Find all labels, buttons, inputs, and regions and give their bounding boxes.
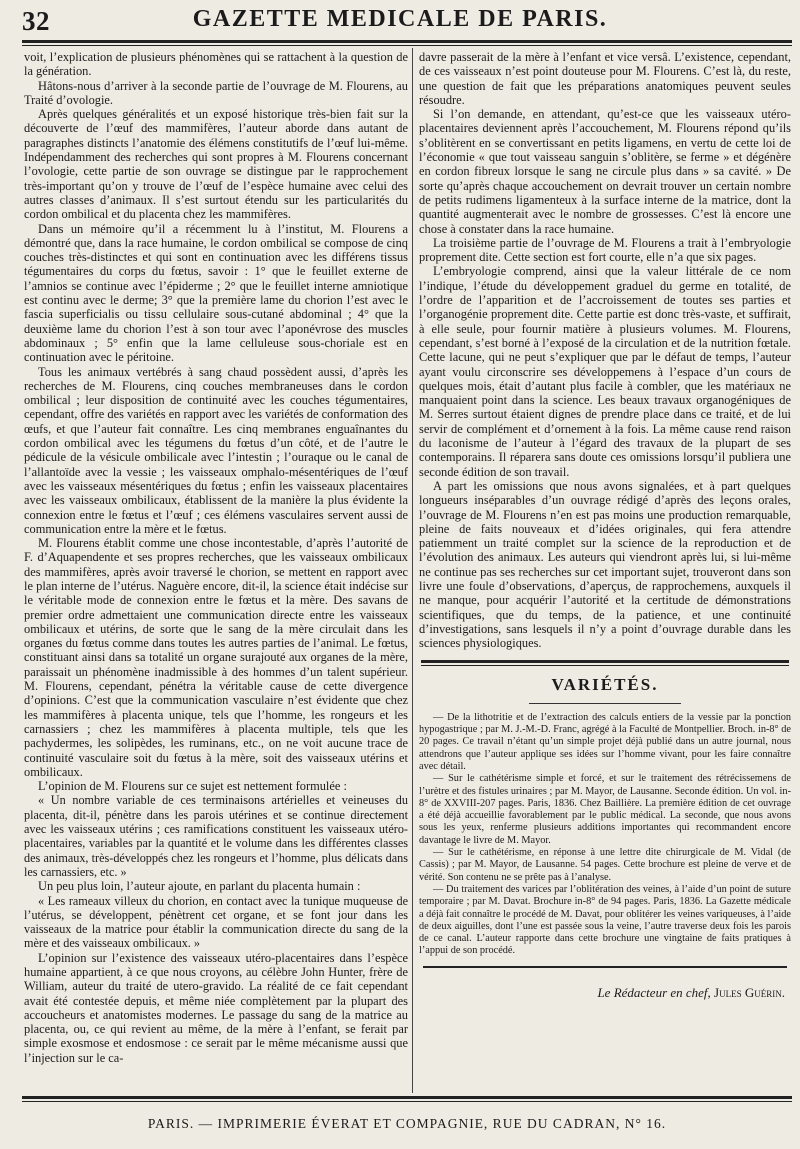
editor-signature — [419, 986, 785, 1000]
paragraph: L’opinion sur l’existence des vaisseaux utéro-placentaires dans l’espèce humaine appartient, à ce que nous croyons, au célèbre John Hunter, frère de William, auteur du traité de utero-gravido. La réalité de ce fait cependant avait été contestée depuis, et même niée complètement par la plupart des accoucheurs et anatomistes modernes. Le passage du sang de la matrice au placenta, ou, ce qui revient au même, de la mère à l’enfant, se ferait par simple exosmose et endosmose : ce serait par le même mécanisme aussi que l’injection sur le ca- — [24, 950, 408, 1065]
column-divider — [412, 48, 413, 1093]
left-column — [24, 50, 408, 1090]
heading-underline — [529, 703, 681, 704]
gazette-title: GAZETTE MEDICALE DE PARIS. — [192, 6, 608, 32]
varietes-heading: VARIÉTÉS. — [551, 675, 659, 695]
paragraph: Après quelques généralités et un exposé historique très-bien fait sur la découverte de l’œuf des mammifères, l’auteur aborde dans autant de paragraphes distincts l’anatomie des élémens constitutifs de l’œuf lui-même. Indépendamment des recherches qui sont propres à M. Flourens concernant l’ovologie, cette partie de son ouvrage se distingue par le rapprochement très-important qu’on y trouve de l’œuf de l’espèce humaine avec celui des autres classes d’animaux. Il s’est surtout étendu sur les particularités du cordon ombilical et du placenta chez les mammifères. — [24, 107, 408, 222]
paragraph: M. Flourens établit comme une chose incontestable, d’après l’autorité de F. d’Aquapendente et ses propres recherches, que les vaisseaux ombilicaux des mammifères, après avoir traversé le chorion, se mettent en rapport avec le plan interne de l’utérus. Naguère encore, dit-il, la science était indécise sur le véritable mode de connexion entre le fœtus et la mère. Des savans de premier ordre admettaient une communication directe entre les vaisseaux ombilicaux et utérins, de sorte que le sang de la mère circulait dans les organes du fœtus comme dans toutes les autres parties de l’animal. Le fœtus, constituant ainsi dans sa totalité un organe surajouté aux organes de la mère, paraissait un phénomène inadmissible à des hommes d’un talent supérieur. M. Flourens, cependant, pénétra la véritable cause de cette divergence d’opinions. C’est que la communication vasculaire n’est évidente que chez les mammifères à placenta unique, tels que l’homme, les rongeurs et les carnassiers ; chez les mammifères à placenta multiple, tels que les pachydermes, les solipèdes, les ruminans, etc., on ne voit aucune trace de continuité vasculaire soit du fœtus à la mère, soit des vaisseaux utérins et ombilicaux. — [24, 536, 408, 779]
closing-rule — [423, 966, 787, 968]
review-item: — Du traitement des varices par l’oblitération des veines, à l’aide d’un point de suture temporaire ; par M. Davat. Brochure in-8° de 94 pages. Paris, 1836. La Gazette médicale a déjà fait connaître le procédé de M. Davat, pour oblitérer les veines variqueuses, à l’aide de deux aiguilles, dont l’une est passée sous la veine, l’autre traverse deux fois les parois de ce canal. L’auteur rapporte dans cette brochure une vingtaine de faits pratiques à l’appui de son procédé. — [419, 883, 791, 957]
right-column — [419, 50, 791, 1090]
review-item: — Sur le cathétérisme, en réponse à une lettre dite chirurgicale de M. Vidal (de Cassis) ; par M. Mayor, de Lausanne. 54 pages. Cette brochure est pleine de verve et de vérité. Son contenu ne se prête pas à l’analyse. — [419, 847, 791, 883]
paragraph: L’opinion de M. Flourens sur ce sujet est nettement formulée : — [38, 779, 347, 794]
quotation: « Un nombre variable de ces terminaisons artérielles et veineuses du placenta, dit-il, pénètre dans les parois utérines et se continue directement avec les vaisseaux utérins ; ces ramifications constituent les vaisseaux utéro-placentaires, variables par la quantité et le volume dans les différentes classes des animaux, très-développés chez les rongeurs et l’homme, plus délicats dans les carnassiers, etc. » — [24, 793, 408, 879]
paragraph: A part les omissions que nous avons signalées, et à part quelques longueurs inséparables d’un ouvrage rédigé d’après des leçons orales, l’ouvrage de M. Flourens n’en est pas moins une production remarquable, pleine de faits nouveaux et d’idées originales, qui fera attendre patiemment un traité complet sur la science de la reproduction et de l’évolution des animaux. Les auteurs qui viendront après lui, si lui-même ne continue pas ses recherches sur cet important sujet, trouveront dans son livre une foule d’observations, d’aperçus, de rapprochemens, auxquels il ne manque, pour acquérir l’autorité et la certitude de démonstrations scientifiques, que du temps, de la patience, et une continuité d’investigations, sans lesquels il n’y a point d’ouvrage durable dans les sciences physiologiques. — [419, 478, 791, 651]
editor-name: Jules Guérin. — [714, 984, 785, 1000]
paragraph: voit, l’explication de plusieurs phénomènes qui se rattachent à la question de la génération. — [24, 50, 408, 79]
paragraph: Dans un mémoire qu’il a récemment lu à l’institut, M. Flourens a démontré que, dans la race humaine, le cordon ombilical se compose de cinq couches très-distinctes et qui sont en continuation avec les différens tissus tégumentaires du corps du fœtus, savoir : 1° que le feuillet externe de l’amnios se continue avec l’épiderme ; 2° que le feuillet interne amniotique est continu avec le derme; 3° que la première lame du chorion l’est avec le fascia superficialis ou tissu cellulaire sous-cutané abdominal ; 4° que la deuxième lame du chorion l’est à son tour avec l’aponévrose des muscles abdominaux ; 5° enfin que la lame celluleuse sous-choriale est en continuation avec le péritoine. — [24, 221, 408, 365]
paragraph: davre passerait de la mère à l’enfant et vice versâ. L’existence, cependant, de ces vaisseaux n’est point douteuse pour M. Flourens. C’est là, du reste, une question de fait que les préparations anatomiques peuvent seules résoudre. — [419, 50, 791, 107]
signature-prefix: Le Rédacteur en chef, — [597, 984, 711, 1000]
section-rule — [421, 660, 789, 666]
page-footer — [22, 1096, 792, 1136]
footer-rule — [22, 1096, 792, 1102]
paragraph: Si l’on demande, en attendant, qu’est-ce que les vaisseaux utéro-placentaires deviennent après l’accouchement, M. Flourens répond qu’ils s’oblitèrent en se convertissant en petits ligamens, en vertu de cette loi de l’économie « que tout vaisseau sanguin s’oblitère, se ferme » et dégénère en cordon fibreux lorsque le sang ne circule plus dans » sa cavité. » De sorte qu’après chaque accouchement on devrait trouver un certain nombre de petits rudimens ligamenteux à la surface interne de la matrice, dont la quantité augmenterait avec le nombre de grossesses. C’est là encore une chose à constater dans la race humaine. — [419, 107, 791, 236]
page-header — [0, 0, 800, 44]
paragraph: Tous les animaux vertébrés à sang chaud possèdent aussi, d’après les recherches de M. Flourens, cinq couches membraneuses dans le cordon ombilical ; leur disposition de continuité avec les couches tégumentaires, cependant, offre des variétés en rapport avec les variétés de conformation des œufs, et que l’auteur fait connaître. Les cinq membranes enguaînantes du cordon ombilical avec les tégumens du fœtus d’un côté, et de l’autre le pédicule de la vésicule ombilicale avec l’intestin ; l’ouraque ou le canal de l’allantoïde avec la vessie ; les vaisseaux omphalo-mésentériques de l’œuf avec les vaisseaux mésentériques du fœtus ; enfin les vaisseaux placentaires avec les vaisseaux ombilicaux, établissent de la manière la plus évidente la connexion entre le fœtus et l’œuf ; ces élémens vasculaires servent aussi de communication entre la mère et le fœtus. — [24, 364, 408, 536]
printer-imprint: PARIS. — IMPRIMERIE ÉVERAT ET COMPAGNIE, RUE DU CADRAN, N° 16. — [147, 1116, 667, 1131]
header-rule — [22, 40, 792, 46]
quotation: « Les rameaux villeux du chorion, en contact avec la tunique muqueuse de l’utérus, se développent, pénètrent cet organe, et se font jour dans les vaisseaux de la matrice pour établir la communication directe du sang de la mère et des vaisseaux ombilicaux. » — [24, 893, 408, 951]
review-item: — Sur le cathétérisme simple et forcé, et sur le traitement des rétrécissemens de l’urètre et des fistules urinaires ; par M. Mayor, de Lausanne. Seconde édition. Un vol. in-8° de XXVIII-207 pages. Paris, 1836. Chez Baillière. La première édition de cet ouvrage a été déjà accueillie favorablement par le public médical. La seconde, que nous avons sous les yeux, renferme plusieurs additions importantes qui recommandent encore davantage le livre de M. Mayor. — [419, 773, 791, 846]
paragraph: Un peu plus loin, l’auteur ajoute, en parlant du placenta humain : — [38, 879, 361, 894]
paragraph: L’embryologie comprend, ainsi que la valeur littérale de ce nom l’indique, l’étude du développement graduel du germe en totalité, de l’ordre de l’apparition et de l’accroissement de toutes ses parties et l’organogénie proprement dite. Cette partie est donc très-vaste, et suffirait, à elle seule, pour fournir matière à plusieurs volumes. M. Flourens, cependant, s’est borné à l’exposé de la circulation et de la nutrition fœtale. Cette lacune, qui ne peut s’expliquer que par le défaut de temps, l’auteur ayant voulu circonscrire ses développemens à l’espace d’un cours de quelques mois, était d’autant plus facile à combler, que les matériaux ne manquaient point dans la science. Les beaux travaux organogéniques de M. Serres surtout étaient dignes de prendre place dans ce traité, et de lui servir de complément et d’ornement à la fois. La même cause rend raison du laconisme de l’auteur à l’égard des travaux de la plupart de ses contemporains. Il réparera sans doute ces omissions lorsqu’il publiera une seconde édition de son travail. — [419, 264, 791, 479]
page-number: 32 — [22, 6, 50, 36]
paragraph: Hâtons-nous d’arriver à la seconde partie de l’ouvrage de M. Flourens, au Traité d’ovologie. — [24, 78, 408, 107]
review-item: — De la lithotritie et de l’extraction des calculs entiers de la vessie par la ponction hypogastrique ; par M. J.-M.-D. Franc, agrégé à la Faculté de Montpellier. Broch. in-8° de 20 pages. Ce travail n’étant qu’un simple projet déjà publié dans un autre journal, nous attendrons que l’auteur applique ses idées sur l’homme vivant, pour les faire connaître avec détail. — [419, 711, 791, 772]
paragraph: La troisième partie de l’ouvrage de M. Flourens a trait à l’embryologie proprement dite. Cette section est fort courte, elle n’a que six pages. — [419, 235, 791, 265]
